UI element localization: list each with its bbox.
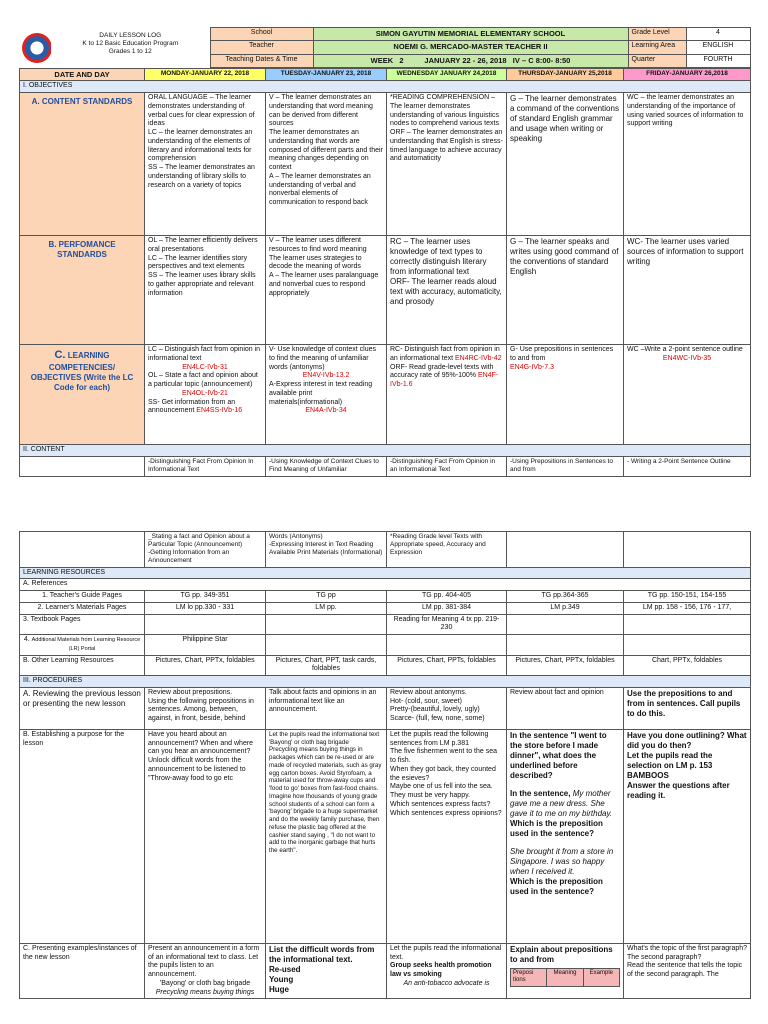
lm-pages-thu: LM p.349 — [507, 602, 624, 614]
prepositions-header: Preposi tions — [511, 968, 547, 986]
performance-standards-label: B. PERFOMANCE STANDARDS — [20, 236, 145, 345]
school-value: SIMON GAYUTIN MEMORIAL ELEMENTARY SCHOOL — [313, 28, 628, 41]
competencies-letter: C. — [54, 349, 66, 362]
content-tue: -Using Knowledge of Context Clues to Find Meaning of Unfamiliar — [266, 456, 387, 476]
competency-text: ORF- Read grade-level texts with accuracy rate of 95%-100% — [390, 363, 494, 380]
procedure-text: In the sentence, — [510, 788, 571, 798]
grade-level-label: Grade Level — [628, 28, 686, 41]
teaching-dates-value: WEEK 2 JANUARY 22 - 26, 2018 IV – C 8:00- 8:50 — [313, 54, 628, 67]
quarter-value: FOURTH — [686, 54, 750, 67]
procedure-b-thu — [507, 729, 624, 943]
references-heading: A. References — [20, 579, 751, 591]
competencies-tue — [266, 345, 387, 445]
competency-line — [390, 346, 503, 364]
competency-code: EN4OL-IVb-21 — [182, 389, 228, 397]
tg-pages-tue: TG pp — [266, 591, 387, 603]
procedure-text: My mother gave me a new dress. She gave it to me on my birthday. — [510, 788, 613, 818]
competency-code: EN4F-IVb-1.6 — [390, 372, 499, 389]
competency-text: RC- Distinguish fact from opinion in an informational text — [390, 346, 500, 362]
program-name: K to 12 Basic Education Program — [82, 39, 179, 47]
content-standards-label: A. CONTENT STANDARDS — [20, 93, 145, 236]
procedure-a-label: A. Reviewing the previous lesson or presenting the new lesson — [20, 687, 145, 729]
learning-area-value: ENGLISH — [686, 41, 750, 54]
lm-pages-mon: LM lo pp.330 - 331 — [145, 602, 266, 614]
performance-standards-fri: WC- The learner uses varied sources of information to support writing — [624, 236, 751, 345]
content-cont-mon: _Stating a fact and Opinion about a Particular Topic (Announcement) -Getting Information from an Announcement — [145, 532, 266, 568]
other-resources-fri: Chart, PPTx, foldables — [624, 655, 751, 676]
grades-range: Grades 1 to 12 — [108, 47, 152, 55]
meaning-header: Meaning — [547, 968, 583, 986]
procedure-c-tue: List the difficult words from the informational text. Re-used Young Huge — [266, 943, 387, 999]
date-and-day-label: DATE AND DAY — [20, 69, 145, 81]
content-wed: -Distinguishing Fact From Opinion in an Informational Text — [387, 456, 507, 476]
additional-materials-number: 4. — [23, 636, 30, 643]
competencies-text: LEARNING COMPETENCIES/ OBJECTIVES (Write the LC Code for each) — [30, 351, 134, 392]
competency-code: EN4SS-IVb-16 — [196, 407, 243, 415]
tg-pages-label: 1. Teacher's Guide Pages — [20, 591, 145, 603]
procedure-text: Let the pupils read the informational text. — [390, 944, 502, 961]
competency-code: EN4V-IVb-13.2 — [302, 372, 350, 380]
grade-level-value: 4 — [686, 28, 750, 41]
procedure-text: An anti-tobacco advocate is — [403, 979, 490, 987]
objectives-heading: I. OBJECTIVES — [20, 81, 751, 93]
other-resources-mon: Pictures, Chart, PPTx, foldables — [145, 655, 266, 676]
content-standards-fri: WC – the learner demonstrates an understanding of the importance of using varied sources of information to support writing — [624, 93, 751, 236]
procedure-a-tue: Talk about facts and opinions in an informational text like an announcement. — [266, 687, 387, 729]
competency-text: SS- Get information from an announcement — [148, 398, 236, 415]
competency-code: EN4LC-IVb-31 — [182, 363, 228, 371]
performance-standards-wed: RC – The learner uses knowledge of text types to correctly distinguish literary from informational text ORF- The learner reads aloud text with accuracy, automaticity, and prosody — [387, 236, 507, 345]
content-cont-tue: Words (Antonyms) -Expressing Interest in Text Reading Available Print Materials (Informational) — [266, 532, 387, 568]
competencies-label — [20, 345, 145, 445]
procedure-a-mon: Review about prepositions. Using the following prepositions in sentences. Among, between, against, in front, beside, behind — [145, 687, 266, 729]
performance-standards-tue: V – The learner uses different resources to find word meaning The learner uses strategies to decode the meaning of words A – The learner uses paralanguage and nonverbal cues to respond appropriately — [266, 236, 387, 345]
day-monday: MONDAY-JANUARY 22, 2018 — [145, 69, 266, 81]
learning-resources-heading: LEARNING RESOURCES — [20, 567, 751, 579]
procedure-b-wed: Let the pupils read the following sentences from LM p.381 The five fishermen went to the sea to fish. When they got back, they counted the esieves? Maybe one of us fell into the sea. They must be very happy. Which sentences express facts? Which sentences express opinions? — [387, 729, 507, 943]
procedure-a-wed: Review about antonyms. Hot- (cold, sour, sweet) Pretty-(beautiful, lovely, ugly) Scarce- (full, few, none, some) — [387, 687, 507, 729]
quarter-label: Quarter — [628, 54, 686, 67]
content-fri: - Writing a 2-Point Sentence Outline — [624, 456, 751, 476]
competency-code: EN4RC-IVb-42 — [455, 354, 502, 362]
procedure-c-label: C. Presenting examples/instances of the new lesson — [20, 943, 145, 999]
prepositions-table — [510, 968, 620, 987]
page-2 — [19, 531, 750, 999]
procedure-a-thu: Review about fact and opinion — [507, 687, 624, 729]
tg-pages-wed: TG pp. 404-405 — [387, 591, 507, 603]
additional-materials-text: Additional Materials from Learning Resource (LR) Portal — [31, 637, 141, 652]
competency-code: EN4G-IVb-7.3 — [510, 363, 554, 371]
header-table — [19, 27, 751, 68]
day-thursday: THURSDAY-JANUARY 25,2018 — [507, 69, 624, 81]
additional-materials-label — [20, 635, 145, 656]
procedure-text: Precycling means buying things — [155, 988, 255, 996]
procedure-b-label: B. Establishing a purpose for the lesson — [20, 729, 145, 943]
objectives-table — [19, 68, 751, 477]
procedure-c-mon — [145, 943, 266, 999]
competency-code: EN4WC-IVb-35 — [662, 354, 712, 362]
procedure-b-tue: Let the pupils read the informational text 'Bayong' or cloth bag brigade Precycling means buying things in packages which can be re-used or are made of recycled materials, such as gray egg carton boxes. Avoid Styrofoam, a material used for throw-away cups and 'food to go' boxes from fast-food chains. Imagine how thousands of young grade school students of a school can form a 'bayong' brigade to a huge supermarket and do the weekly family purchase, then refuse the plastic bag offered at the cashier stand saying , "I do not want to add to the inorganic garbage that hurts the earth". — [266, 729, 387, 943]
lm-pages-fri: LM pp. 158 - 156, 176 - 177, — [624, 602, 751, 614]
example-header: Example — [583, 968, 619, 986]
other-resources-thu: Pictures, Chart, PPTx, foldables — [507, 655, 624, 676]
content-standards-tue: V – The learner demonstrates an understanding that word meaning can be derived from different sources The learner demonstrates an understanding that words are composed of different parts and their meaning changes depending on context A – The learner demonstrates an understanding of verbal and nonverbal elements of communication to respond back — [266, 93, 387, 236]
log-title: DAILY LESSON LOG — [99, 31, 162, 39]
procedure-c-fri: What's the topic of the first paragraph? The second paragraph? Read the sentence that tells the topic of the second paragraph. The — [624, 943, 751, 999]
content-standards-mon: ORAL LANGUAGE – The learner demonstrates understanding of verbal cues for clear expression of ideas LC – the learner demonstrates an understanding of the elements of literary and informational texts for comprehension SS – The learner demonstrates an understanding of library skills to research on a variety of topics — [145, 93, 266, 236]
procedure-text: She brought it from a store in Singapore. I was so happy when I received it. — [510, 846, 614, 876]
competency-text: G- Use prepositions in sentences to and from — [510, 346, 614, 362]
competency-text: OL – State a fact and opinion about a particular topic (announcement) — [148, 372, 258, 389]
procedure-c-wed — [387, 943, 507, 999]
procedure-b-mon: Have you heard about an announcement? When and where can you hear an announcement? Unlock difficult words from the announcement to be listened to "Throw-away food to go etc — [145, 729, 266, 943]
content-cont-wed: *Reading Grade level Texts with Appropriate speed, Accuracy and Expression — [387, 532, 507, 568]
competency-text: V- Use knowledge of context clues to find the meaning of unfamiliar words (antonyms) — [269, 346, 377, 371]
competencies-thu — [507, 345, 624, 445]
performance-standards-thu: G – The learner speaks and writes using good command of the conventions of standard English — [507, 236, 624, 345]
tg-pages-fri: TG pp. 150-151, 154-155 — [624, 591, 751, 603]
teaching-dates-label: Teaching Dates & Time — [210, 54, 313, 67]
learning-area-label: Learning Area — [628, 41, 686, 54]
procedure-line — [510, 789, 620, 819]
lm-pages-tue: LM pp. — [266, 602, 387, 614]
lm-pages-label: 2. Learner's Materials Pages — [20, 602, 145, 614]
teacher-label: Teacher — [210, 41, 313, 54]
procedure-text: Which is the preposition used in the sentence? — [510, 818, 603, 838]
page-1 — [19, 27, 750, 477]
additional-materials-mon: Philippine Star — [145, 635, 266, 656]
procedures-heading: III. PROCEDURES — [20, 676, 751, 688]
competencies-mon — [145, 345, 266, 445]
competency-text: A-Express interest in text reading available print materials(informational) — [269, 381, 373, 406]
resources-procedures-table — [19, 531, 751, 999]
procedure-a-fri: Use the prepositions to and from in sentences. Call pupils to do this. — [624, 687, 751, 729]
procedure-text: In the sentence "I went to the store before I made dinner", what does the underlined before described? — [510, 730, 607, 780]
content-mon: -Distinguishing Fact From Opinion In Informational Text — [145, 456, 266, 476]
performance-standards-mon: OL – The learner efficiently delivers oral presentations LC – The learner identifies story perspectives and text elements SS – The learner uses library skills to gather appropriate and relevant information — [145, 236, 266, 345]
competency-line — [148, 399, 262, 417]
procedure-text: Explain about prepositions to and from — [510, 944, 613, 964]
textbook-pages-label: 3. Textbook Pages — [20, 614, 145, 635]
day-tuesday: TUESDAY-JANUARY 23, 2018 — [266, 69, 387, 81]
procedure-text: Present an announcement in a form of an informational text to class. Let the pupils listen to an announcement. — [148, 944, 260, 978]
school-label: School — [210, 28, 313, 41]
competency-code: EN4A-IVb-34 — [305, 407, 347, 415]
textbook-pages-wed: Reading for Meaning 4 tx pp. 219-230 — [387, 614, 507, 635]
other-resources-label: B. Other Learning Resources — [20, 655, 145, 676]
competencies-fri — [624, 345, 751, 445]
content-standards-wed: *READING COMPREHENSION –The learner demonstrates understanding of various linguistics nodes to comprehend various texts ORF – The learner demonstrates an understanding that English is stress-timed language to achieve accuracy and automaticity — [387, 93, 507, 236]
procedure-text: Which is the preposition used in the sentence? — [510, 876, 603, 896]
procedure-c-thu — [507, 943, 624, 999]
competency-text: WC –Write a 2-point sentence outline — [627, 346, 743, 354]
competency-text: LC – Distinguish fact from opinion in informational text — [148, 346, 261, 362]
competency-line — [390, 364, 503, 390]
teacher-value: NOEMI G. MERCADO-MASTER TEACHER II — [313, 41, 628, 54]
procedure-text: Group seeks health promotion law vs smoking — [390, 962, 492, 978]
day-friday: FRIDAY-JANUARY 26,2018 — [624, 69, 751, 81]
other-resources-tue: Pictures, Chart, PPT, task cards, foldables — [266, 655, 387, 676]
content-standards-thu: G – The learner demonstrates a command of the conventions of standard English grammar and usage when writing or speaking — [507, 93, 624, 236]
tg-pages-mon: TG pp. 349-351 — [145, 591, 266, 603]
tg-pages-thu: TG pp.364-365 — [507, 591, 624, 603]
procedure-text: 'Bayong' or cloth bag brigade — [159, 979, 251, 987]
other-resources-wed: Pictures, Chart, PPTs, foldables — [387, 655, 507, 676]
content-heading: II. CONTENT — [20, 445, 751, 457]
competencies-wed — [387, 345, 507, 445]
deped-seal-logo — [22, 33, 51, 63]
day-wednesday: WEDNESDAY JANUARY 24,2018 — [387, 69, 507, 81]
procedure-b-fri: Have you done outlining? What did you do then? Let the pupils read the selection on LM p. 153 BAMBOOS Answer the questions after reading it. — [624, 729, 751, 943]
content-thu: -Using Prepositions in Sentences to and from — [507, 456, 624, 476]
lm-pages-wed: LM pp. 381-384 — [387, 602, 507, 614]
